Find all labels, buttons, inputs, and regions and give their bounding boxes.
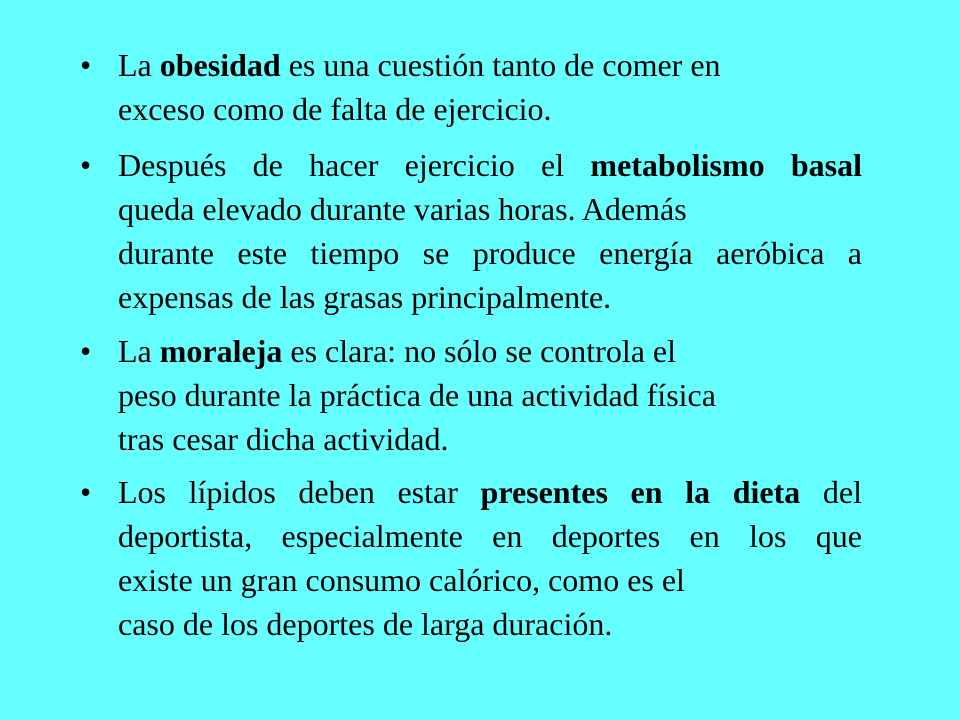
text-line: caso de los deportes de larga duración. (118, 606, 613, 642)
emphasis: obesidad (159, 47, 281, 83)
text-line: peso durante la práctica de una actividad física (118, 377, 716, 413)
text-line: expensas de las grasas principalmente. (118, 279, 612, 315)
text-line: Después de hacer ejercicio el metabolismo basal (118, 147, 863, 183)
text-line: exceso como de falta de ejercicio. (118, 91, 552, 127)
text-line: La obesidad es una cuestión tanto de comer en (118, 47, 721, 83)
bullet-icon: • (80, 147, 92, 183)
text-line: deportista, especialmente en deportes en los que (118, 518, 862, 554)
text-line: Los lípidos deben estar presentes en la dieta del (118, 474, 863, 510)
text-line: existe un gran consumo calórico, como es el (118, 562, 685, 598)
text-line: queda elevado durante varias horas. Además (118, 191, 687, 227)
emphasis: metabolismo basal (590, 147, 863, 183)
emphasis: moraleja (159, 333, 283, 369)
bullet-icon: • (80, 474, 92, 510)
text-line: durante este tiempo se produce energía aeróbica a (118, 235, 862, 271)
bullet-icon: • (80, 47, 92, 83)
bullet-text (118, 329, 862, 461)
emphasis: presentes en la dieta (480, 474, 801, 510)
bullet-text (118, 470, 862, 646)
text-line: La moraleja es clara: no sólo se controla el (118, 333, 676, 369)
text-line: tras cesar dicha actividad. (118, 421, 449, 457)
bullet-text (118, 43, 862, 131)
bullet-icon: • (80, 333, 92, 369)
bullet-text (118, 143, 862, 319)
